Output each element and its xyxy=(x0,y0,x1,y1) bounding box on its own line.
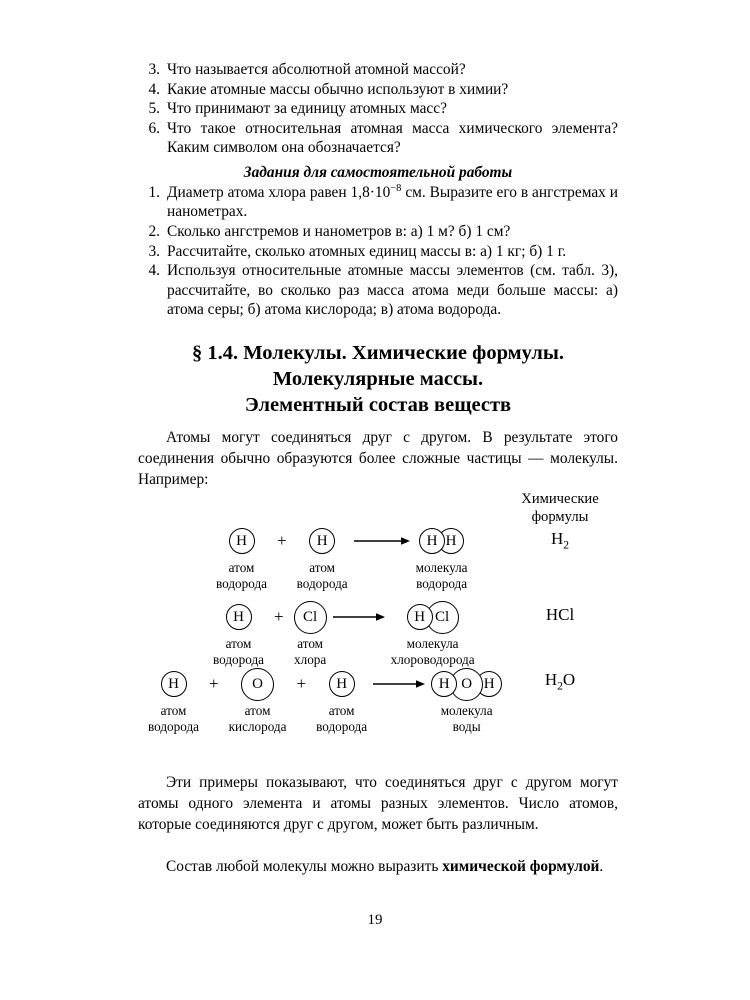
page-title xyxy=(138,340,618,418)
atom-glyph-row xyxy=(309,524,335,558)
reactant-atom-oxygen xyxy=(229,667,287,734)
reactant-label-line-1: атом xyxy=(297,636,324,651)
list-item xyxy=(138,242,618,261)
reactant-label xyxy=(213,636,264,667)
atom-glyph-row xyxy=(229,524,255,558)
reactant-label-line-1: атом xyxy=(225,636,252,651)
reactant-label-line-2: хлора xyxy=(294,651,327,667)
intro-paragraph: Атомы могут соединяться друг с другом. В результате этого соединения обычно образуются более сложные частицы — молекулы. Например: xyxy=(138,429,618,488)
page-number: 19 xyxy=(367,912,383,928)
atom-circle-cl: Cl xyxy=(426,601,459,634)
section-title-line-1: § 1.4. Молекулы. Химические формулы. xyxy=(191,342,565,364)
atom-circle-h: H xyxy=(431,671,457,697)
atom-circle-o: O xyxy=(450,668,483,701)
closing-paragraph-2-bold: химической формулой xyxy=(442,858,600,875)
section-title-line-3: Элементный состав веществ xyxy=(244,394,512,416)
reaction-arrow-icon xyxy=(367,667,431,701)
atom-circle-h: H xyxy=(407,604,433,630)
list-item-number: 3. xyxy=(148,61,160,78)
reactant-label xyxy=(216,560,267,591)
task-1-post: см. Выразите его в ангстремах и нанометрах. xyxy=(167,184,618,221)
list-item-text: Что называется абсолютной атомной массой? xyxy=(167,61,466,78)
reactant-atom-hydrogen-1 xyxy=(148,667,199,734)
plus-operator-icon: + xyxy=(296,674,307,693)
list-item-text: Что такое относительная атомная масса химического элемента? Каким символом она обозначается? xyxy=(167,120,618,157)
closing-paragraph-2-post: . xyxy=(599,858,604,875)
closing-paragraph-1: Эти примеры показывают, что соединяться друг с другом могут атомы одного элемента и атомы разных элементов. Число атомов, которые соединяются друг с другом, может быть различным. xyxy=(138,774,618,833)
formula-column-header xyxy=(485,491,635,526)
reactant-label-line-1: атом xyxy=(309,560,336,575)
section-title-line-2: Молекулярные массы. xyxy=(272,368,484,390)
atom-circle-h: H xyxy=(329,671,355,697)
list-item-number: 4. xyxy=(148,80,160,98)
list-item xyxy=(138,99,618,118)
reactant-label-line-1: атом xyxy=(244,703,271,718)
atom-circle-o: O xyxy=(241,668,274,701)
closing-paragraph-2 xyxy=(138,856,618,877)
reactant-atom-hydrogen-2 xyxy=(316,667,367,734)
formula-h2o-oxygen: O xyxy=(562,670,576,689)
reactant-label xyxy=(316,703,367,734)
molecule-circles xyxy=(431,668,502,701)
self-study-heading: Задания для самостоятельной работы xyxy=(243,164,513,181)
reactant-label-line-1: атом xyxy=(228,560,255,575)
reactant-label-line-1: атом xyxy=(160,703,187,718)
product-label-line-2: хлороводорода xyxy=(390,651,475,667)
formula-column-header-line-2: формулы xyxy=(531,508,589,525)
atom-glyph-row xyxy=(241,667,274,701)
atom-circle-h: H xyxy=(309,528,335,554)
atom-circle-h: H xyxy=(419,528,445,554)
reactant-label-line-2: водорода xyxy=(213,651,265,667)
reactant-atom-hydrogen-1 xyxy=(216,524,267,591)
list-item-number: 1. xyxy=(148,184,160,201)
molecule-glyph-row xyxy=(407,600,459,634)
list-item-number: 6. xyxy=(148,120,160,138)
reactant-label xyxy=(297,560,348,591)
reactant-label xyxy=(229,703,287,734)
reaction-diagram-hydrogen-chloride xyxy=(213,600,475,667)
list-item-text: Рассчитайте, сколько атомных единиц массы в: а) 1 кг; б) 1 г. xyxy=(167,242,567,260)
list-item xyxy=(138,119,618,157)
product-label-line-2: воды xyxy=(452,718,481,734)
reactant-label-line-2: кислорода xyxy=(228,718,287,734)
task-1-exponent: −8 xyxy=(390,182,402,194)
list-item-number: 4. xyxy=(148,262,160,280)
self-study-task-list xyxy=(138,183,618,319)
product-label-line-2: водорода xyxy=(416,575,468,591)
closing-paragraph-2-pre: Состав любой молекулы можно выразить xyxy=(166,858,443,875)
list-item-text: Что принимают за единицу атомных масс? xyxy=(167,100,447,118)
list-item xyxy=(138,60,618,79)
atom-glyph-row xyxy=(161,667,187,701)
reactant-label-line-2: водорода xyxy=(296,575,348,591)
formula-h2o-symbol: H xyxy=(544,670,558,689)
reactant-label xyxy=(148,703,199,734)
atom-circle-h: H xyxy=(438,528,464,554)
atom-circle-h: H xyxy=(229,528,255,554)
atom-glyph-row xyxy=(226,600,252,634)
plus-operator-icon: + xyxy=(277,531,287,550)
reactant-atom-chlorine xyxy=(294,600,327,667)
formula-column-header-line-1: Химические xyxy=(521,491,599,507)
chemical-formula-h2 xyxy=(485,529,635,552)
list-item xyxy=(138,183,618,221)
chemical-formula-hcl xyxy=(485,605,635,625)
molecule-circles xyxy=(407,601,459,634)
atom-circle-cl: Cl xyxy=(294,601,327,634)
molecule-glyph-row xyxy=(431,667,502,701)
reaction-arrow-icon xyxy=(348,524,416,558)
product-label-line-1: молекула xyxy=(415,560,468,575)
product-label xyxy=(441,703,493,734)
molecule-glyph-row xyxy=(419,524,464,558)
reaction-diagram-hydrogen xyxy=(216,524,468,591)
formula-hcl-symbol: HCl xyxy=(545,605,575,624)
atom-glyph-row xyxy=(294,600,327,634)
molecule-circles xyxy=(419,528,464,554)
chemical-formula-h2o xyxy=(485,670,635,693)
list-item-text xyxy=(167,183,618,221)
product-label-line-1: молекула xyxy=(440,703,493,718)
list-item-text: Используя относительные атомные массы элементов (см. табл. 3), рассчитайте, во сколько раз масса атома меди больше массы: а) атома серы; б) атома кислорода; в) атома водорода. xyxy=(167,262,618,318)
reactant-label-line-2: водорода xyxy=(148,718,200,734)
list-item-number: 2. xyxy=(148,222,160,240)
atom-circle-h: H xyxy=(226,604,252,630)
product-label xyxy=(416,560,468,591)
product-molecule-water xyxy=(431,667,502,734)
plus-operator-icon: + xyxy=(209,674,219,693)
list-item-text: Сколько ангстремов и нанометров в: а) 1 м? б) 1 см? xyxy=(167,222,511,240)
reactant-label-line-2: водорода xyxy=(216,575,268,591)
reactant-label xyxy=(294,636,326,667)
list-item-number: 3. xyxy=(148,242,160,260)
reaction-arrow-icon xyxy=(327,600,391,634)
formula-h2o-subscript: 2 xyxy=(557,679,563,693)
list-item xyxy=(138,80,618,99)
reactant-label-line-2: водорода xyxy=(316,718,368,734)
product-molecule-hydrogen xyxy=(416,524,468,591)
atom-circle-h: H xyxy=(476,671,502,697)
reactant-atom-hydrogen-1 xyxy=(213,600,264,667)
product-molecule-hydrogen-chloride xyxy=(391,600,475,667)
reaction-diagram-water xyxy=(148,667,502,734)
formula-h2-symbol: H xyxy=(550,529,564,548)
list-item-text: Какие атомные массы обычно используют в химии? xyxy=(167,80,509,98)
atom-glyph-row xyxy=(329,667,355,701)
plus-operator-icon: + xyxy=(274,607,284,626)
list-item xyxy=(138,222,618,241)
reactant-atom-hydrogen-2 xyxy=(297,524,348,591)
list-item xyxy=(138,261,618,319)
product-label xyxy=(391,636,475,667)
formula-h2-subscript: 2 xyxy=(563,538,570,552)
list-item-number: 5. xyxy=(148,100,160,118)
task-1-pre: Диаметр атома хлора равен 1,8·10 xyxy=(167,184,391,201)
atom-circle-h: H xyxy=(161,671,187,697)
reactant-label-line-1: атом xyxy=(328,703,355,718)
product-label-line-1: молекула xyxy=(406,636,459,651)
review-questions-list xyxy=(138,60,618,158)
